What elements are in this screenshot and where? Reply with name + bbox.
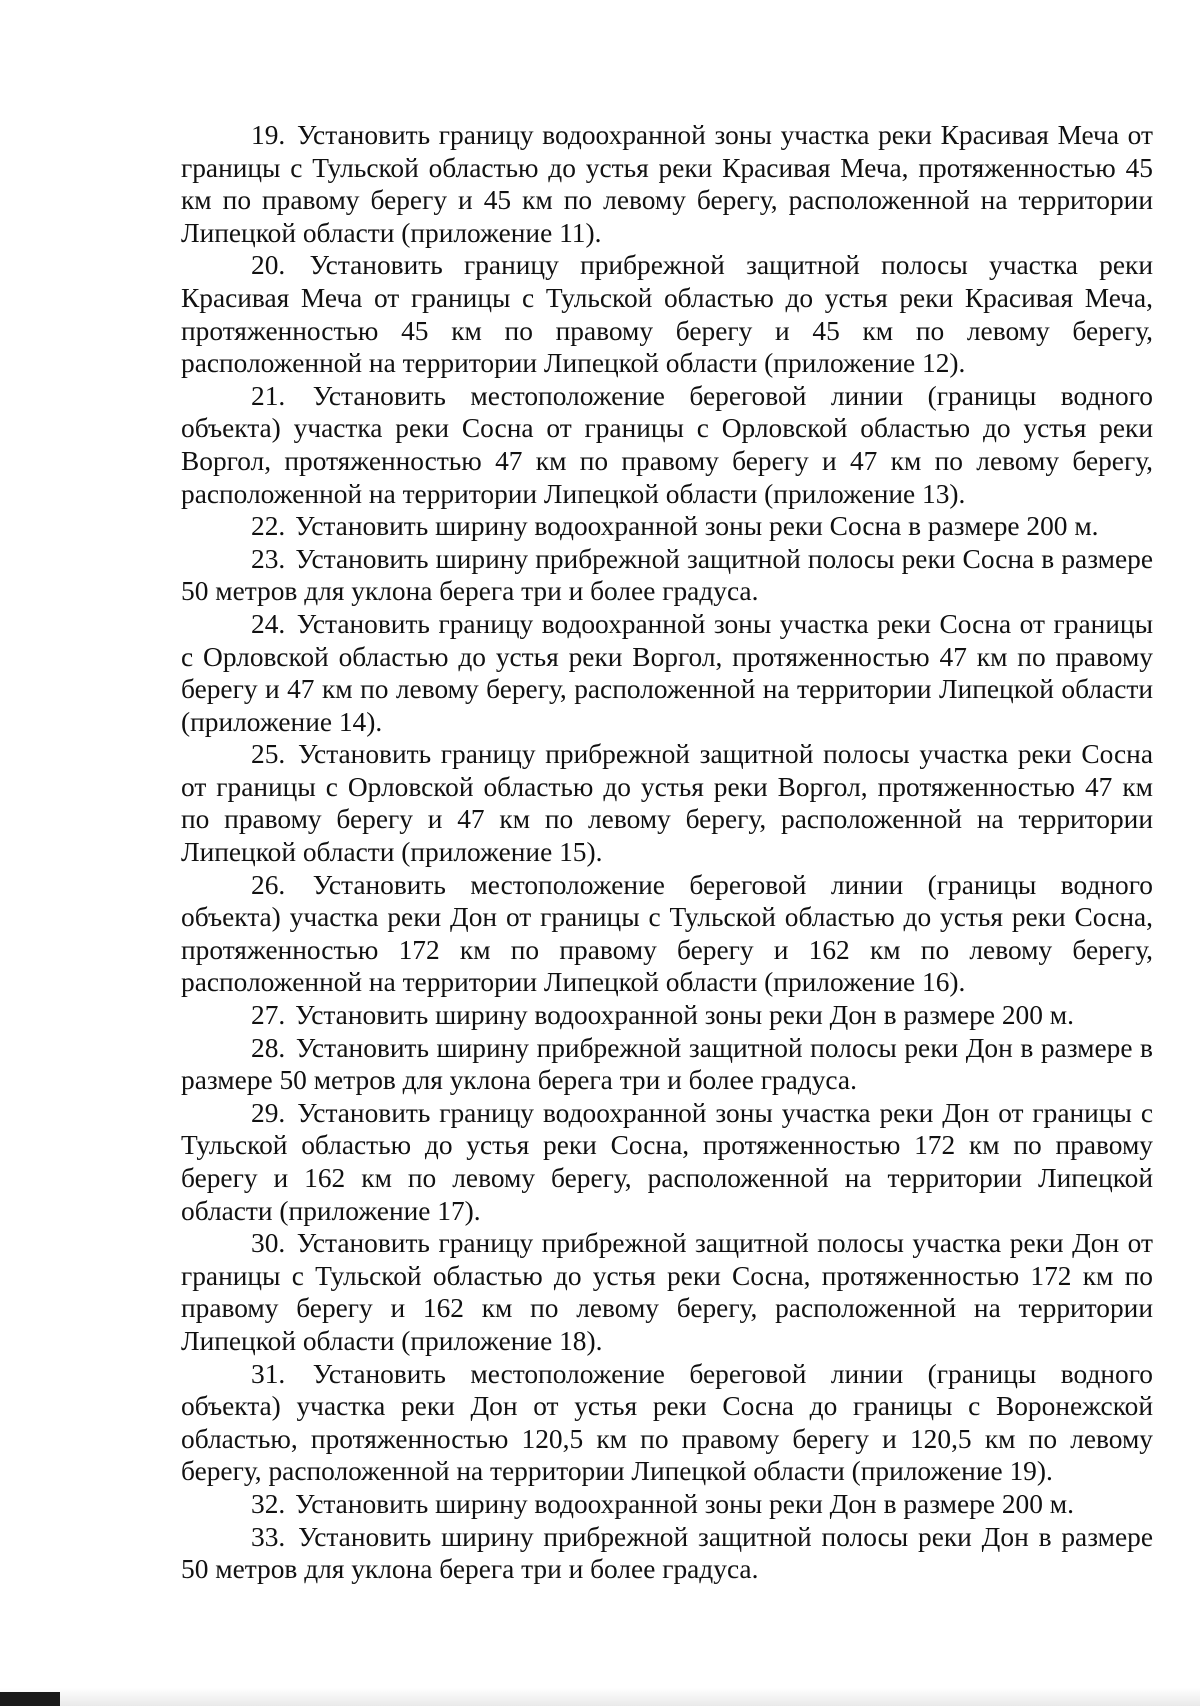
paragraph-number: 27. bbox=[251, 1000, 286, 1031]
scan-corner-shadow bbox=[0, 1692, 60, 1706]
paragraph-31 bbox=[181, 1358, 1153, 1488]
paragraph-22 bbox=[181, 510, 1153, 543]
paragraph-number: 28. bbox=[251, 1032, 286, 1063]
paragraph-19 bbox=[181, 119, 1153, 249]
paragraph-30 bbox=[181, 1227, 1153, 1357]
paragraph-32 bbox=[181, 1488, 1153, 1521]
paragraph-text: Установить местоположение береговой линии (границы водного объекта) участка реки Сосна от границы с Орловской областью до устья реки Воргол, протяженностью 47 км по правому берегу и 47 км по левому берегу, расположенной на территории Липецкой области (приложение 13). bbox=[181, 380, 1153, 509]
paragraph-number: 29. bbox=[251, 1097, 286, 1128]
paragraph-text: Установить ширину водоохранной зоны реки Дон в размере 200 м. bbox=[295, 1488, 1074, 1519]
paragraph-number: 20. bbox=[251, 250, 286, 281]
paragraph-number: 19. bbox=[251, 120, 286, 150]
paragraph-number: 30. bbox=[251, 1228, 286, 1259]
paragraph-text: Установить ширину водоохранной зоны реки Дон в размере 200 м. bbox=[295, 1000, 1074, 1031]
paragraph-20 bbox=[181, 249, 1153, 379]
paragraph-number: 32. bbox=[251, 1488, 286, 1519]
paragraph-26 bbox=[181, 869, 1153, 999]
paragraph-27 bbox=[181, 999, 1153, 1032]
document-body bbox=[181, 119, 1153, 1586]
paragraph-text: Установить ширину прибрежной защитной полосы реки Дон в размере 50 метров для уклона берега три и более градуса. bbox=[181, 1521, 1153, 1585]
paragraph-number: 33. bbox=[251, 1521, 286, 1552]
paragraph-text: Установить границу прибрежной защитной полосы участка реки Красивая Меча от границы с Тульской областью до устья реки Красивая Меча, протяженностью 45 км по правому берегу и 45 км по левому берегу, расположенной на территории Липецкой области (приложение 12). bbox=[181, 250, 1153, 379]
paragraph-text: Установить местоположение береговой линии (границы водного объекта) участка реки Дон от устья реки Сосна до границы с Воронежской областью, протяженностью 120,5 км по правому берегу и 120,5 км по левому берегу, расположенной на территории Липецкой области (приложение 19). bbox=[181, 1358, 1153, 1487]
paragraph-number: 24. bbox=[251, 608, 286, 639]
scan-bottom-edge bbox=[0, 1688, 1200, 1706]
paragraph-text: Установить ширину водоохранной зоны реки Сосна в размере 200 м. bbox=[295, 511, 1099, 542]
paragraph-25 bbox=[181, 738, 1153, 868]
paragraph-text: Установить ширину прибрежной защитной полосы реки Дон в размере в размере 50 метров для уклона берега три и более градуса. bbox=[181, 1032, 1153, 1096]
paragraph-text: Установить границу водоохранной зоны участка реки Красивая Меча от границы с Тульской областью до устья реки Красивая Меча, протяженностью 45 км по правому берегу и 45 км по левому берегу, расположенной на территории Липецкой области (приложение 11). bbox=[181, 120, 1153, 248]
paragraph-text: Установить границу водоохранной зоны участка реки Сосна от границы с Орловской областью до устья реки Воргол, протяженностью 47 км по правому берегу и 47 км по левому берегу, расположенной на территории Липецкой области (приложение 14). bbox=[181, 608, 1153, 737]
paragraph-33 bbox=[181, 1521, 1153, 1586]
paragraph-text: Установить границу прибрежной защитной полосы участка реки Сосна от границы с Орловской областью до устья реки Воргол, протяженностью 47 км по правому берегу и 47 км по левому берегу, расположенной на территории Липецкой области (приложение 15). bbox=[181, 739, 1153, 868]
paragraph-number: 21. bbox=[251, 380, 286, 411]
paragraph-text: Установить местоположение береговой линии (границы водного объекта) участка реки Дон от границы с Тульской областью до устья реки Сосна, протяженностью 172 км по правому берегу и 162 км по левому берегу, расположенной на территории Липецкой области (приложение 16). bbox=[181, 869, 1153, 998]
paragraph-number: 23. bbox=[251, 543, 286, 574]
paragraph-number: 22. bbox=[251, 511, 286, 542]
paragraph-text: Установить ширину прибрежной защитной полосы реки Сосна в размере 50 метров для уклона берега три и более градуса. bbox=[181, 543, 1153, 607]
paragraph-number: 26. bbox=[251, 869, 286, 900]
paragraph-23 bbox=[181, 543, 1153, 608]
paragraph-number: 31. bbox=[251, 1358, 286, 1389]
paragraph-text: Установить границу прибрежной защитной полосы участка реки Дон от границы с Тульской областью до устья реки Сосна, протяженностью 172 км по правому берегу и 162 км по левому берегу, расположенной на территории Липецкой области (приложение 18). bbox=[181, 1228, 1153, 1356]
paragraph-29 bbox=[181, 1097, 1153, 1227]
paragraph-number: 25. bbox=[251, 739, 286, 770]
paragraph-text: Установить границу водоохранной зоны участка реки Дон от границы с Тульской областью до устья реки Сосна, протяженностью 172 км по правому берегу и 162 км по левому берегу, расположенной на территории Липецкой области (приложение 17). bbox=[181, 1097, 1153, 1226]
paragraph-28 bbox=[181, 1032, 1153, 1097]
paragraph-21 bbox=[181, 380, 1153, 510]
paragraph-24 bbox=[181, 608, 1153, 738]
